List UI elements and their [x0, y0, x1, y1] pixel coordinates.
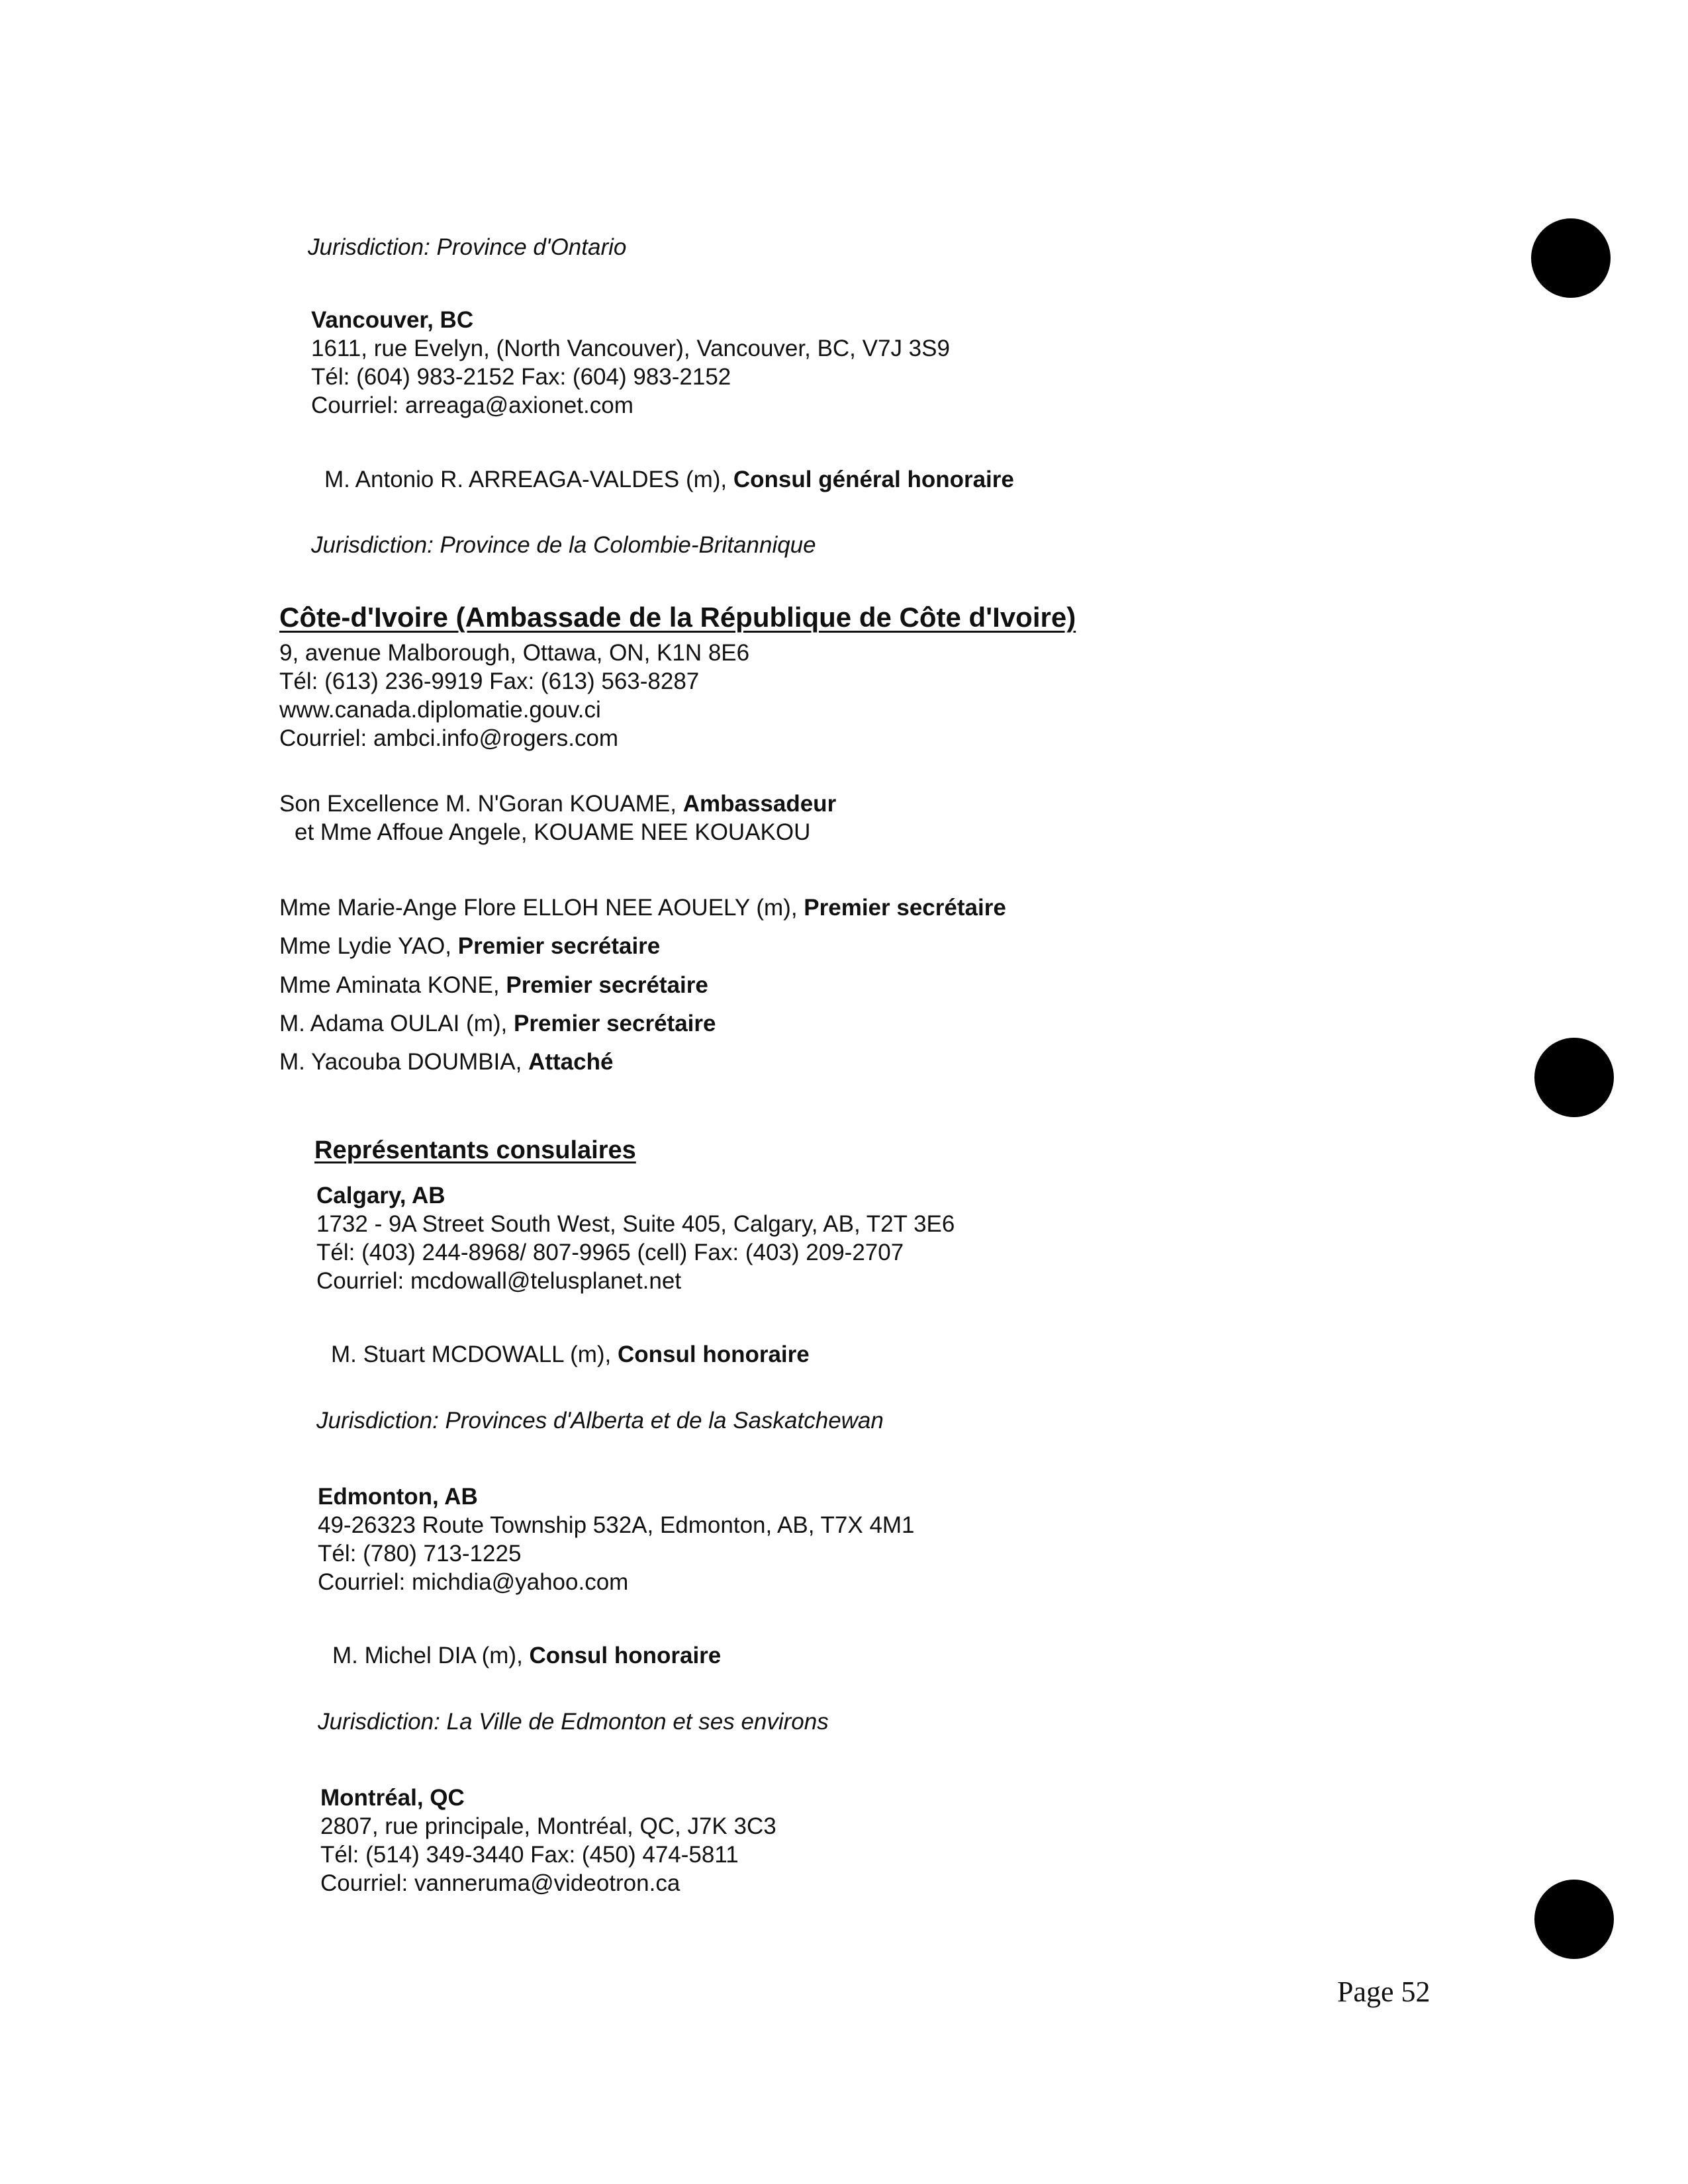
person-title: Consul honoraire — [529, 1643, 722, 1668]
person-title: Consul honoraire — [618, 1342, 810, 1367]
vancouver-address: 1611, rue Evelyn, (North Vancouver), Vancouver, BC, V7J 3S9 — [311, 336, 950, 361]
jurisdiction-label: Jurisdiction: — [311, 532, 434, 558]
embassy-address: 9, avenue Malborough, Ottawa, ON, K1N 8E6 — [279, 640, 750, 666]
calgary-consul — [331, 1340, 810, 1369]
ambassador-spouse: et Mme Affoue Angele, KOUAME NEE KOUAKOU — [295, 819, 811, 845]
staff-member — [279, 893, 1006, 923]
ambassador-title: Ambassadeur — [682, 791, 837, 817]
ambassador-name: Son Excellence M. N'Goran KOUAME, — [279, 791, 677, 817]
staff-member — [279, 932, 660, 961]
person-title: Consul général honoraire — [733, 467, 1014, 492]
staff-title: Premier secrétaire — [804, 895, 1006, 921]
montreal-address: 2807, rue principale, Montréal, QC, J7K 3C3 — [320, 1813, 776, 1839]
edmonton-address: 49-26323 Route Township 532A, Edmonton, AB, T7X 4M1 — [318, 1512, 915, 1538]
person-name: M. Antonio R. ARREAGA-VALDES (m), — [324, 467, 727, 492]
punch-hole — [1534, 1880, 1614, 1959]
punch-hole — [1534, 1038, 1614, 1117]
edmonton-consul — [332, 1641, 721, 1670]
staff-name: Mme Marie-Ange Flore ELLOH NEE AOUELY (m), — [279, 895, 798, 921]
edmonton-jurisdiction — [318, 1707, 829, 1737]
staff-member — [279, 1009, 716, 1038]
jurisdiction-label: Jurisdiction: — [318, 1709, 440, 1735]
staff-title: Premier secrétaire — [506, 972, 708, 998]
punch-hole — [1531, 218, 1611, 298]
vancouver-city: Vancouver, BC — [311, 307, 474, 333]
staff-name: Mme Aminata KONE, — [279, 972, 500, 998]
edmonton-city: Edmonton, AB — [318, 1484, 478, 1510]
calgary-phone: Tél: (403) 244-8968/ 807-9965 (cell) Fax: (403) 209-2707 — [316, 1240, 904, 1265]
embassy-email: Courriel: ambci.info@rogers.com — [279, 725, 619, 751]
calgary-address: 1732 - 9A Street South West, Suite 405, Calgary, AB, T2T 3E6 — [316, 1211, 955, 1237]
calgary-city: Calgary, AB — [316, 1183, 445, 1208]
jurisdiction-value: Provinces d'Alberta et de la Saskatchewan — [445, 1408, 884, 1433]
jurisdiction-label: Jurisdiction: — [316, 1408, 439, 1433]
embassy-website: www.canada.diplomatie.gouv.ci — [279, 697, 601, 723]
vancouver-phone: Tél: (604) 983-2152 Fax: (604) 983-2152 — [311, 364, 731, 390]
montreal-phone: Tél: (514) 349-3440 Fax: (450) 474-5811 — [320, 1842, 739, 1868]
ambassador — [279, 790, 836, 819]
person-name: M. Stuart MCDOWALL (m), — [331, 1342, 612, 1367]
montreal-city: Montréal, QC — [320, 1785, 465, 1811]
staff-name: Mme Lydie YAO, — [279, 933, 452, 959]
staff-title: Premier secrétaire — [457, 933, 661, 959]
jurisdiction-label: Jurisdiction: — [308, 234, 430, 260]
montreal-email: Courriel: vanneruma@videotron.ca — [320, 1870, 680, 1896]
edmonton-email: Courriel: michdia@yahoo.com — [318, 1569, 629, 1595]
staff-name: M. Adama OULAI (m), — [279, 1011, 508, 1036]
page-number: Page 52 — [1337, 1976, 1430, 2008]
edmonton-phone: Tél: (780) 713-1225 — [318, 1541, 522, 1567]
embassy-heading: Côte-d'Ivoire (Ambassade de la République de Côte d'Ivoire) — [279, 602, 1076, 633]
calgary-email: Courriel: mcdowall@telusplanet.net — [316, 1268, 682, 1294]
person-name: M. Michel DIA (m), — [332, 1643, 523, 1668]
jurisdiction-value: La Ville de Edmonton et ses environs — [446, 1709, 829, 1735]
staff-name: M. Yacouba DOUMBIA, — [279, 1049, 522, 1075]
staff-member — [279, 971, 708, 1000]
vancouver-email: Courriel: arreaga@axionet.com — [311, 392, 633, 418]
jurisdiction-value: Province de la Colombie-Britannique — [440, 532, 816, 558]
ontario-jurisdiction — [308, 233, 626, 262]
staff-title: Premier secrétaire — [513, 1011, 716, 1036]
staff-title: Attaché — [528, 1049, 614, 1075]
jurisdiction-value: Province d'Ontario — [436, 234, 627, 260]
staff-member — [279, 1048, 613, 1077]
calgary-jurisdiction — [316, 1406, 884, 1435]
vancouver-consul — [324, 465, 1014, 494]
vancouver-jurisdiction — [311, 531, 816, 560]
consular-heading: Représentants consulaires — [314, 1136, 636, 1164]
embassy-phone: Tél: (613) 236-9919 Fax: (613) 563-8287 — [279, 668, 700, 694]
